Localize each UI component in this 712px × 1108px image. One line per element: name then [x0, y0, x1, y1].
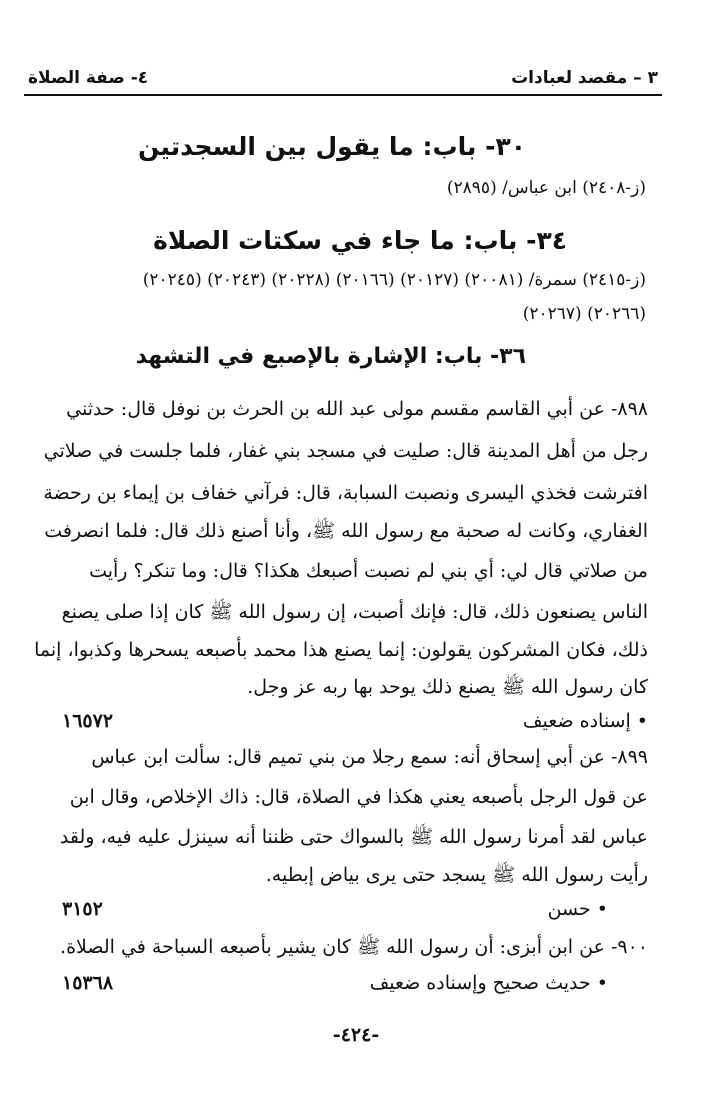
hadith-text-line: رجل من أهل المدينة قال: صليت في مسجد بني غفار، فلما جلست في صلاتي [43, 440, 648, 462]
hadith-grade: • إسناده ضعيف [522, 710, 648, 732]
section-heading: ٣٦- باب: الإشارة بالإصبع في التشهد [135, 344, 526, 369]
hadith-text-line: من صلاتي قال لي: أي بني لم نصبت أصبعك هكذا؟ قال: وما تنكر؟ رأيت [89, 560, 648, 582]
section-reference: (ز-٢٤٠٨) ابن عباس/ (٢٨٩٥) [446, 178, 646, 198]
hadith-text-line: ذلك، فكان المشركون يقولون: إنما يصنع هذا محمد بأصبعه يسحرها وكذبوا، إنما [34, 639, 648, 661]
hadith-text-line: ٨٩٨- عن أبي القاسم مقسم مولى عبد الله بن الحرث بن نوفل قال: حدثني [66, 398, 648, 420]
section-reference: (ز-٢٤١٥) سمرة/ (٢٠٠٨١) (٢٠١٢٧) (٢٠١٦٦) (٢٠٢٢٨) (٢٠٢٤٣) (٢٠٢٤٥) [142, 270, 646, 290]
section-heading: ٣٠- باب: ما يقول بين السجدتين [138, 132, 526, 161]
hadith-text-line: كان رسول الله ﷺ يصنع ذلك يوحد بها ربه عز وجل. [247, 676, 648, 698]
hadith-text-line: رأيت رسول الله ﷺ يسجد حتى يرى بياض إبطيه. [265, 864, 648, 886]
hadith-grade: • حسن [547, 898, 608, 920]
hadith-text-line: عن قول الرجل بأصبعه يعني هكذا في الصلاة، قال: ذاك الإخلاص، وقال ابن [69, 786, 648, 808]
running-header [24, 64, 662, 96]
hadith-text-line: افترشت فخذي اليسرى ونصبت السبابة، قال: فرآني خفاف بن إيماء بن رحضة [43, 482, 648, 504]
header-volume-title: ٣ – مقصد لعبادات [511, 68, 658, 88]
hadith-grade: • حديث صحيح وإسناده ضعيف [369, 972, 608, 994]
hadith-text-line: الغفاري، وكانت له صحبة مع رسول الله ﷺ، وأنا أصنع ذلك قال: فلما انصرفت [44, 520, 648, 542]
hadith-text-line: عباس لقد أمرنا رسول الله ﷺ بالسواك حتى ظننا أنه سينزل عليه فيه، ولقد [59, 826, 648, 848]
hadith-text-line: الناس يصنعون ذلك، قال: فإنك أصبت، إن رسول الله ﷺ كان إذا صلى يصنع [61, 601, 648, 623]
hadith-reference-number: ١٥٣٦٨ [62, 972, 114, 994]
hadith-reference-number: ١٦٥٧٢ [62, 710, 114, 732]
hadith-text-line: ٩٠٠- عن ابن أبزى: أن رسول الله ﷺ كان يشير بأصبعه السباحة في الصلاة. [60, 936, 648, 958]
section-heading: ٣٤- باب: ما جاء في سكتات الصلاة [153, 226, 567, 255]
header-chapter-title: ٤- صفة الصلاة [28, 68, 149, 88]
hadith-text-line: ٨٩٩- عن أبي إسحاق أنه: سمع رجلا من بني تميم قال: سألت ابن عباس [91, 746, 648, 768]
section-reference: (٢٠٢٦٦) (٢٠٢٦٧) [522, 304, 646, 324]
hadith-reference-number: ٣١٥٢ [62, 898, 103, 920]
page-number: -٤٢٤- [332, 1024, 380, 1046]
